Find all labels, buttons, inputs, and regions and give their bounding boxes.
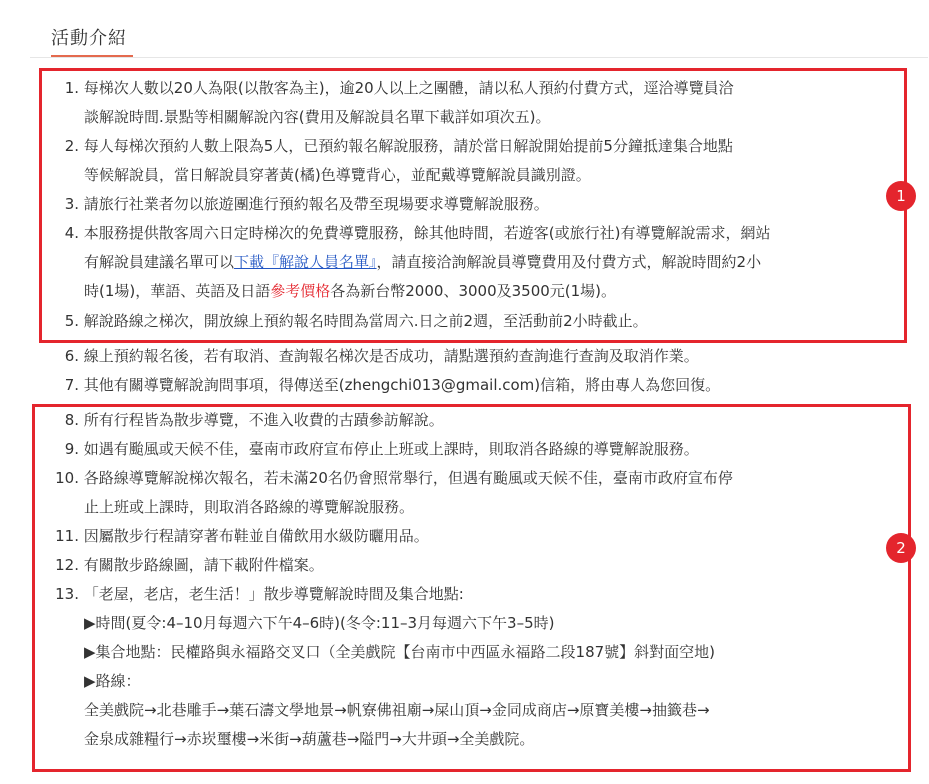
item-text: 「老屋，老店，老生活！」散步導覽解說時間及集合地點: [83, 585, 464, 603]
download-guide-list-link[interactable]: 下載『解說人員名單』 [234, 253, 377, 271]
list-item-4-cont-2 [84, 281, 616, 301]
list-item-2-cont: 等候解說員，當日解說員穿著黃(橘)色導覽背心，並配戴導覽解說員識別證。 [84, 166, 591, 184]
item-text: 其他有關導覽解說詢問事項，得傳送至(zhengchi013@gmail.com)信箱，將由專人為您回復。 [83, 376, 721, 394]
list-item-10 [45, 468, 733, 488]
item-text: 解說路線之梯次，開放線上預約報名時間為當周六.日之前2週，至活動前2小時截止。 [83, 312, 648, 330]
list-item-10-cont: 止上班或上課時，則取消各路線的導覽解說服務。 [84, 498, 415, 516]
title-underline [51, 55, 133, 57]
route-line-1: 全美戲院→北巷雕手→葉石濤文學地景→帆寮佛祖廟→屎山頂→金同成商店→原寶美樓→抽籤巷→ [84, 701, 710, 719]
list-item-8 [53, 410, 444, 430]
item-number: 2. [64, 137, 79, 155]
list-item-1 [53, 78, 734, 98]
list-item-12 [45, 555, 324, 575]
item-text: 各路線導覽解說梯次報名，若未滿20名仍會照常舉行，但遇有颱風或天候不佳，臺南市政府宣布停 [83, 469, 733, 487]
route-line-2: 金泉成雜糧行→赤崁璽樓→米街→葫蘆巷→隘門→大井頭→全美戲院。 [84, 730, 535, 748]
item-number: 1. [64, 79, 79, 97]
item-number: 7. [64, 376, 79, 394]
item-text: 有解說員建議名單可以 [84, 253, 235, 271]
list-item-2 [53, 136, 733, 156]
item-number: 9. [64, 440, 79, 458]
item-text: 線上預約報名後，若有取消、查詢報名梯次是否成功，請點選預約查詢進行查詢及取消作業。 [83, 347, 699, 365]
annotation-badge-2: 2 [886, 533, 916, 563]
list-item-4-cont [84, 252, 761, 272]
item-number: 8. [64, 411, 79, 429]
item-number: 13. [55, 585, 79, 603]
list-item-11 [45, 526, 429, 546]
item-text: 有關散步路線圖，請下載附件檔案。 [83, 556, 324, 574]
reference-price-text: 參考價格 [270, 282, 331, 300]
list-item-1-cont: 談解說時間.景點等相關解說內容(費用及解說員名單下載詳如項次五)。 [84, 108, 551, 126]
item-text: 如遇有颱風或天候不佳，臺南市政府宣布停止上班或上課時，則取消各路線的導覽解說服務。 [83, 440, 699, 458]
list-item-13 [45, 584, 464, 604]
route-label-line: ▶路線： [84, 672, 141, 690]
item-text: 因屬散步行程請穿著布鞋並自備飲用水級防曬用品。 [83, 527, 429, 545]
tour-time-line: ▶時間(夏令:4–10月每週六下午4–6時)(冬令:11–3月每週六下午3–5時) [84, 614, 555, 632]
item-number: 12. [55, 556, 79, 574]
title-divider [30, 57, 928, 58]
item-text: 各為新台幣2000、3000及3500元(1場)。 [330, 282, 617, 300]
list-item-6 [53, 346, 699, 366]
item-text: 時(1場)，華語、英語及日語 [84, 282, 271, 300]
list-item-3 [53, 194, 549, 214]
list-item-7 [53, 375, 720, 395]
item-text: 所有行程皆為散步導覽，不進入收費的古蹟參訪解說。 [83, 411, 444, 429]
item-text: 本服務提供散客周六日定時梯次的免費導覽服務，餘其他時間，若遊客(或旅行社)有導覽解說需求，網站 [83, 224, 771, 242]
item-number: 11. [55, 527, 79, 545]
meeting-point-line: ▶集合地點：民權路與永福路交叉口（全美戲院【台南市中西區永福路二段187號】斜對面空地) [84, 643, 716, 661]
list-item-5 [53, 311, 648, 331]
item-text: ，請直接洽詢解說員導覽費用及付費方式，解說時間約2小 [376, 253, 762, 271]
item-text: 請旅行社業者勿以旅遊團進行預約報名及帶至現場要求導覽解說服務。 [83, 195, 549, 213]
section-title: 活動介紹 [51, 28, 127, 49]
item-text: 每梯次人數以20人為限(以散客為主)，逾20人以上之團體，請以私人預約付費方式，逕洽導覽員洽 [83, 79, 734, 97]
annotation-badge-1: 1 [886, 181, 916, 211]
list-item-4 [53, 223, 771, 243]
item-number: 5. [64, 312, 79, 330]
item-number: 4. [64, 224, 79, 242]
item-number: 10. [55, 469, 79, 487]
item-text: 每人每梯次預約人數上限為5人，已預約報名解說服務，請於當日解說開始提前5分鐘抵達集合地點 [83, 137, 733, 155]
list-item-9 [53, 439, 699, 459]
item-number: 6. [64, 347, 79, 365]
item-number: 3. [64, 195, 79, 213]
